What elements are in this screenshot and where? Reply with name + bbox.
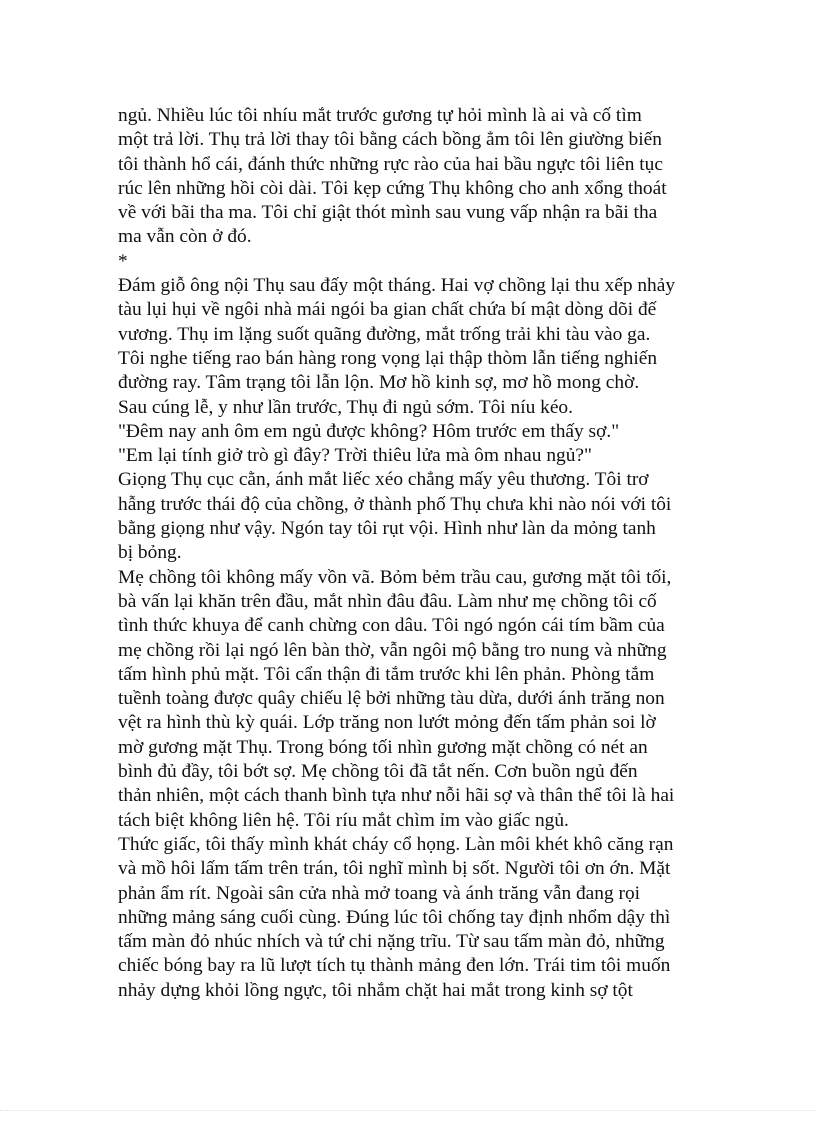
- text-line: bị bỏng.: [118, 542, 182, 564]
- text-line: rúc lên những hồi còi dài. Tôi kẹp cứng Thụ không cho anh xổng thoát: [118, 177, 667, 199]
- text-line: ngủ. Nhiều lúc tôi nhíu mắt trước gương tự hỏi mình là ai và cố tìm: [118, 105, 642, 126]
- text-line: hẫng trước thái độ của chồng, ở thành phố Thụ chưa khi nào nói với tôi: [118, 493, 672, 515]
- text-line: đường ray. Tâm trạng tôi lẫn lộn. Mơ hồ kinh sợ, mơ hồ mong chờ.: [118, 372, 640, 394]
- text-line: một trả lời. Thụ trả lời thay tôi bằng cách bồng ẳm tôi lên giường biến: [118, 129, 662, 151]
- text-line: vương. Thụ im lặng suốt quãng đường, mắt trống trải khi tàu vào ga.: [118, 323, 651, 345]
- text-line: những mảng sáng cuối cùng. Đúng lúc tôi chống tay định nhổm dậy thì: [118, 906, 671, 928]
- text-line: bình đủ đầy, tôi bớt sợ. Mẹ chồng tôi đã tắt nến. Cơn buồn ngủ đến: [118, 761, 638, 783]
- text-line: *: [118, 250, 128, 272]
- text-line: mẹ chồng rồi lại ngó lên bàn thờ, vẫn ngôi mộ bằng tro nung và những: [118, 639, 667, 661]
- text-line: thản nhiên, một cách thanh bình tựa như nỗi hãi sợ và thân thể tôi là hai: [118, 785, 675, 807]
- text-line: vệt ra hình thù kỳ quái. Lớp trăng non lướt mỏng đến tấm phản soi lờ: [118, 712, 656, 734]
- text-line: tuềnh toàng được quây chiếu lệ bởi những tàu dừa, dưới ánh trăng non: [118, 688, 665, 710]
- text-line: nhảy dựng khỏi lồng ngực, tôi nhắm chặt hai mắt trong kinh sợ tột: [118, 979, 633, 1001]
- text-line: tấm màn đỏ nhúc nhích và tứ chi nặng trĩu. Từ sau tấm màn đỏ, những: [118, 931, 665, 953]
- text-line: Giọng Thụ cục cằn, ánh mắt liếc xéo chẳng mấy yêu thương. Tôi trơ: [118, 469, 649, 491]
- text-line: tấm hình phủ mặt. Tôi cẩn thận đi tắm trước khi lên phản. Phòng tắm: [118, 663, 655, 685]
- text-line: Mẹ chồng tôi không mấy vồn vã. Bỏm bẻm trầu cau, gương mặt tôi tối,: [118, 566, 672, 588]
- text-line: Thức giấc, tôi thấy mình khát cháy cổ họng. Làn môi khét khô căng rạn: [118, 833, 674, 855]
- text-line: ma vẫn còn ở đó.: [118, 226, 252, 248]
- text-line: bà vấn lại khăn trên đầu, mắt nhìn đâu đâu. Làm như mẹ chồng tôi cố: [118, 590, 657, 612]
- page-bottom-divider: [0, 1110, 816, 1111]
- text-line: "Em lại tính giở trò gì đây? Trời thiêu lửa mà ôm nhau ngủ?": [118, 445, 592, 467]
- text-line: mờ gương mặt Thụ. Trong bóng tối nhìn gương mặt chồng có nét an: [118, 736, 648, 758]
- text-line: Đám giỗ ông nội Thụ sau đấy một tháng. Hai vợ chồng lại thu xếp nhảy: [118, 275, 676, 297]
- text-line: và mồ hôi lấm tấm trên trán, tôi nghĩ mình bị sốt. Người tôi ơn ớn. Mặt: [118, 858, 671, 880]
- text-line: tình thức khuya để canh chừng con dâu. Tôi ngó ngón cái tím bầm của: [118, 615, 665, 637]
- text-line: Sau cúng lễ, y như lần trước, Thụ đi ngủ sớm. Tôi níu kéo.: [118, 396, 573, 418]
- body-text: [118, 104, 708, 1003]
- text-line: tàu lụi hụi về ngôi nhà mái ngói ba gian chất chứa bí mật dòng dõi đế: [118, 299, 657, 321]
- text-line: Tôi nghe tiếng rao bán hàng rong vọng lại thập thòm lẫn tiếng nghiến: [118, 347, 658, 369]
- text-line: tôi thành hổ cái, đánh thức những rực rào của hai bầu ngực tôi liên tục: [118, 153, 663, 175]
- text-line: tách biệt không liên hệ. Tôi ríu mắt chìm ỉm vào giấc ngủ.: [118, 809, 569, 831]
- text-line: bằng giọng như vậy. Ngón tay tôi rụt vội. Hình như làn da mỏng tanh: [118, 518, 656, 540]
- text-line: phản ẩm rít. Ngoài sân cửa nhà mở toang và ánh trăng vẫn đang rọi: [118, 882, 641, 904]
- text-line: chiếc bóng bay ra lũ lượt tích tụ thành mảng đen lớn. Trái tim tôi muốn: [118, 955, 671, 977]
- text-line: về với bãi tha ma. Tôi chỉ giật thót mình sau vung vấp nhận ra bãi tha: [118, 202, 658, 224]
- text-line: "Đêm nay anh ôm em ngủ được không? Hôm trước em thấy sợ.": [118, 420, 620, 442]
